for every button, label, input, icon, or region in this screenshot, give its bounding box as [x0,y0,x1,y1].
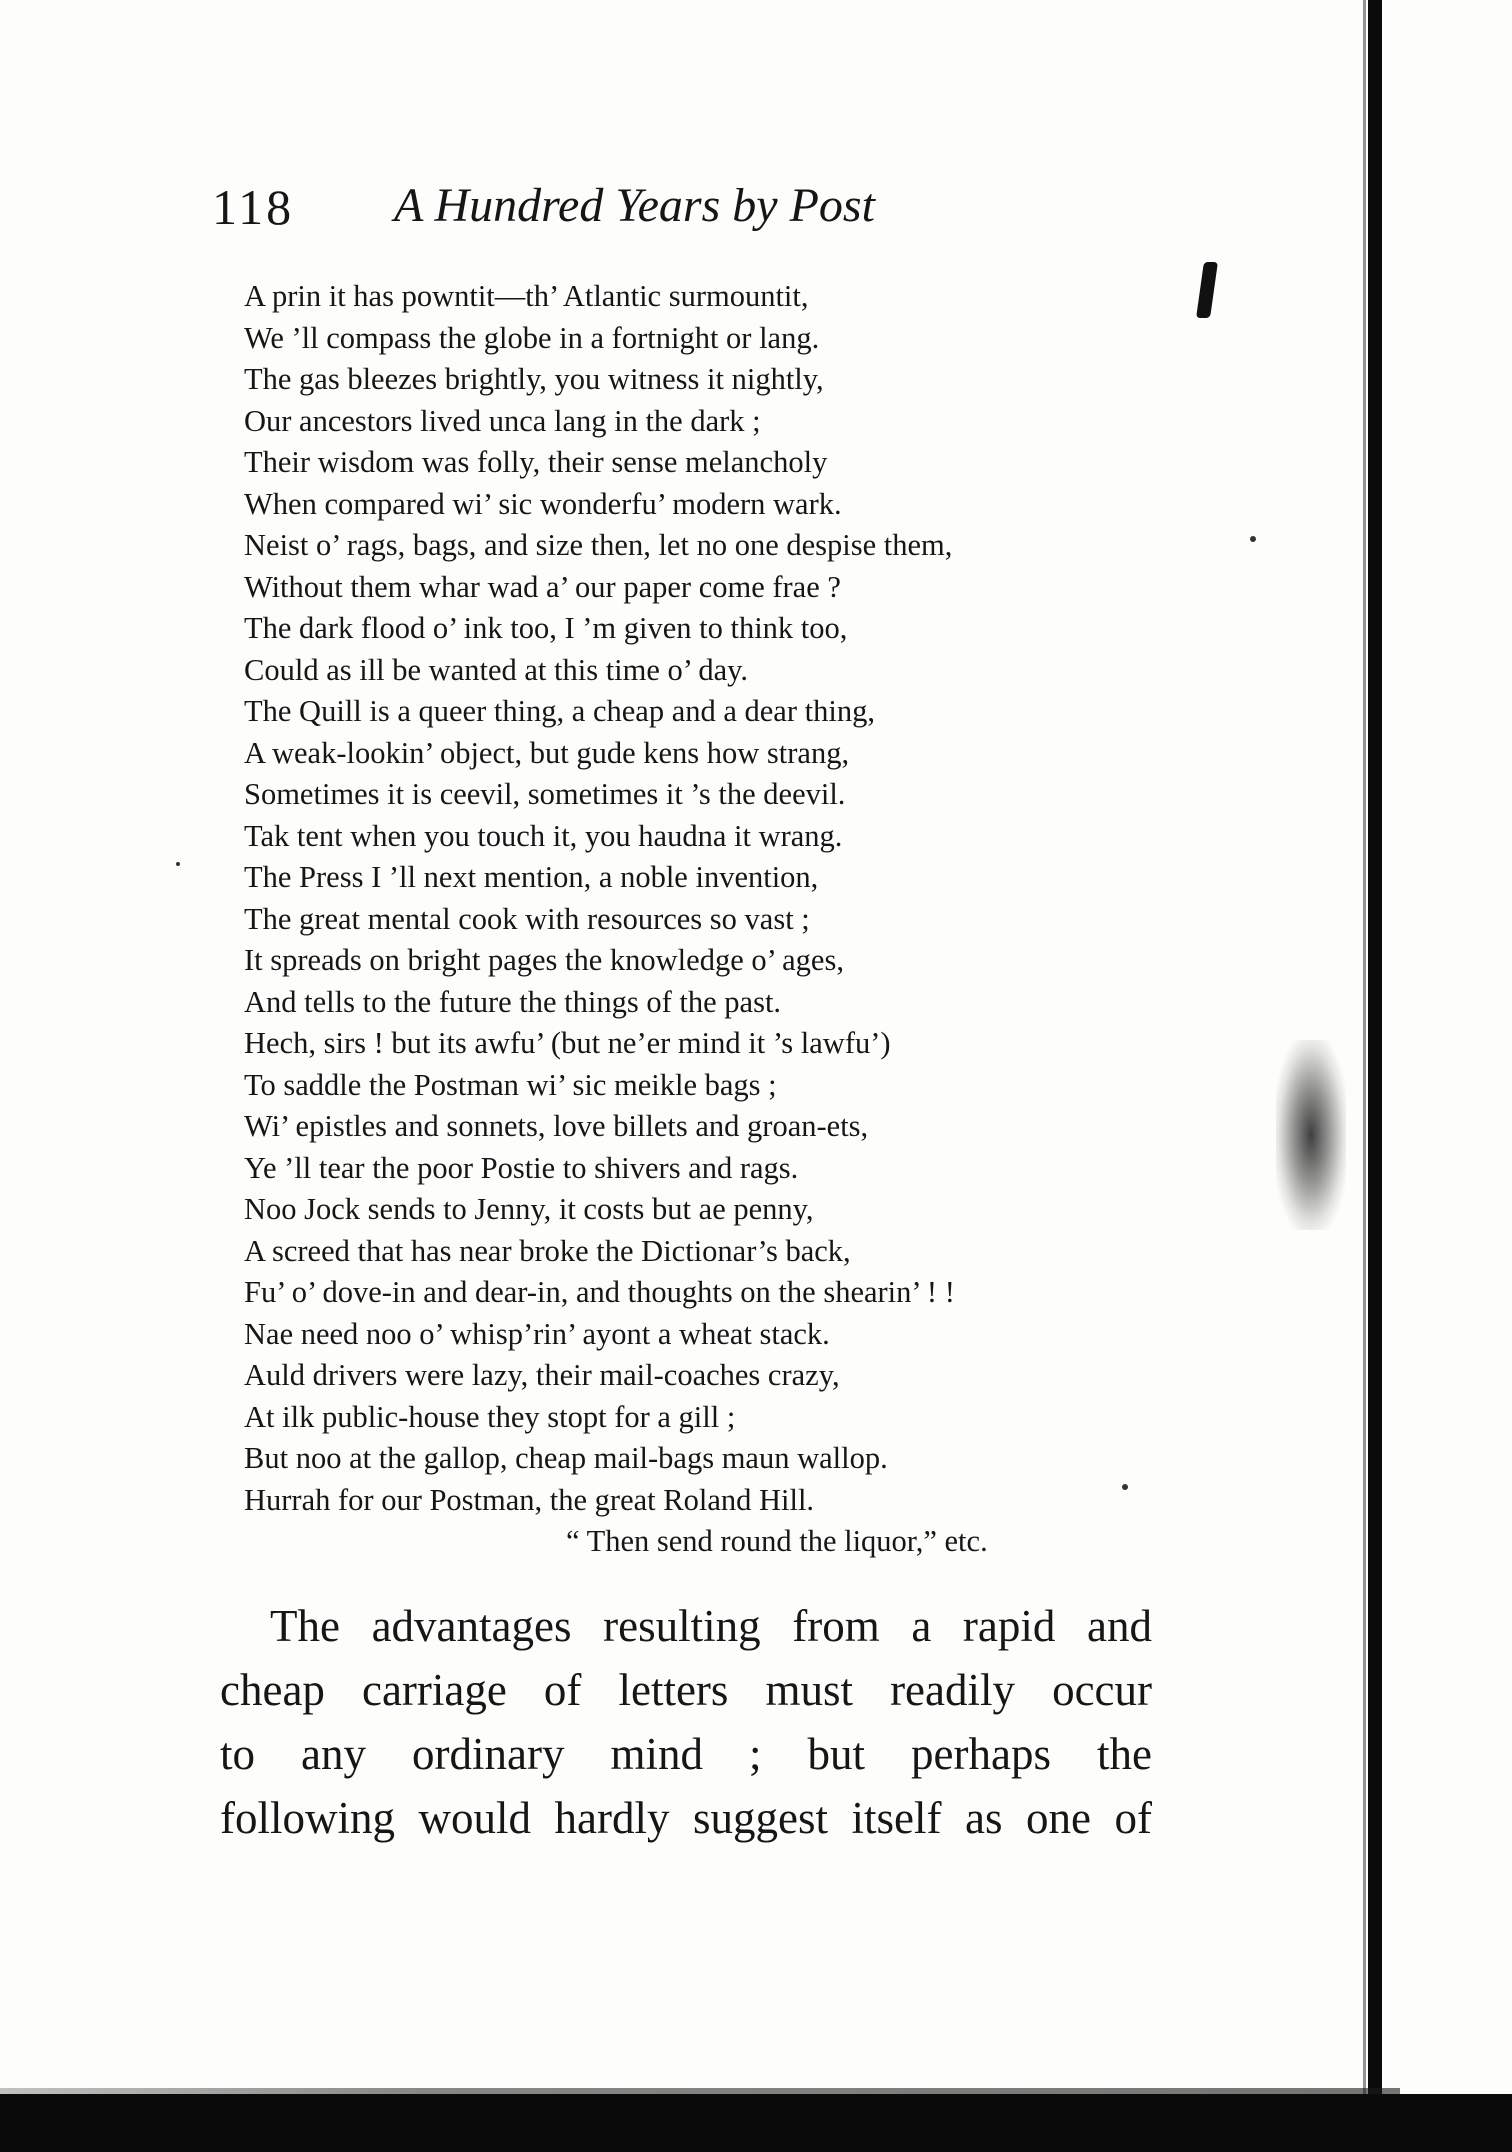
verse-line: Wi’ epistles and sonnets, love billets and groan-ets, [244,1109,869,1143]
paragraph-line: following would hardly suggest itself as one of [220,1793,1152,1843]
paragraph-line: to any ordinary mind ; but perhaps the [220,1729,1152,1779]
verse-line: Could as ill be wanted at this time o’ day. [244,652,748,687]
verse-line: The great mental cook with resources so vast ; [244,901,810,936]
verse-line: Hech, sirs ! but its awfu’ (but ne’er mind it ’s lawfu’) [244,1026,891,1060]
poem [244,276,1144,1563]
verse-line: Sometimes it is ceevil, sometimes it ’s the deevil. [244,777,846,811]
binding-edge-shadow [1363,0,1366,2152]
verse-line: At ilk public-house they stopt for a gill ; [244,1399,736,1434]
verse-line: It spreads on bright pages the knowledge o’ ages, [244,943,844,977]
verse-line: The dark flood o’ ink too, I ’m given to think too, [244,611,848,645]
verse-line: A screed that has near broke the Dictionar’s back, [244,1233,851,1268]
verse-line: Fu’ o’ dove-in and dear-in, and thoughts on the shearin’ ! ! [244,1275,955,1309]
verse-line: Ye ’ll tear the poor Postie to shivers and rags. [244,1150,799,1185]
paragraph-line: cheap carriage of letters must readily occur [220,1665,1152,1715]
verse-line: Hurrah for our Postman, the great Roland Hill. [244,1482,815,1517]
ink-mark [1196,262,1218,318]
verse-line: A prin it has powntit—th’ Atlantic surmountit, [244,279,809,313]
verse-line: When compared wi’ sic wonderfu’ modern wark. [244,486,842,521]
verse-line: Neist o’ rags, bags, and size then, let no one despise them, [244,528,953,562]
verse-line: The gas bleezes brightly, you witness it nightly, [244,362,824,396]
paragraph-line: The advantages resulting from a rapid and [270,1601,1152,1651]
verse-line: We ’ll compass the globe in a fortnight or lang. [244,320,820,355]
verse-line: Their wisdom was folly, their sense melancholy [244,445,828,479]
verse-line: Auld drivers were lazy, their mail-coaches crazy, [244,1358,840,1392]
verse-line: Our ancestors lived unca lang in the dark ; [244,403,761,438]
scan-speck [1122,1484,1128,1490]
body-paragraph [220,1594,1152,1850]
verse-line: And tells to the future the things of the past. [244,984,782,1019]
bottom-scan-border [0,2094,1512,2152]
verse-line: Noo Jock sends to Jenny, it costs but ae penny, [244,1192,814,1226]
verse-line: Without them whar wad a’ our paper come frae ? [244,569,841,604]
scan-speck [176,862,180,866]
verse-line: To saddle the Postman wi’ sic meikle bags ; [244,1067,777,1102]
page-number: 118 [212,179,295,235]
verse-line: Tak tent when you touch it, you haudna it wrang. [244,818,843,853]
scan-smudge [1276,1040,1346,1230]
scan-speck [1250,536,1256,542]
running-title: A Hundred Years by Post [394,179,875,232]
verse-line: But noo at the gallop, cheap mail-bags maun wallop. [244,1441,888,1475]
verse-line: The Press I ’ll next mention, a noble invention, [244,860,819,894]
poem-attribution: “ Then send round the liquor,” etc. [566,1524,988,1558]
verse-line: A weak-lookin’ object, but gude kens how strang, [244,735,850,770]
running-header [212,178,972,238]
verse-line: Nae need noo o’ whisp’rin’ ayont a wheat stack. [244,1316,830,1351]
binding-edge [1368,0,1382,2152]
verse-line: The Quill is a queer thing, a cheap and a dear thing, [244,694,875,728]
